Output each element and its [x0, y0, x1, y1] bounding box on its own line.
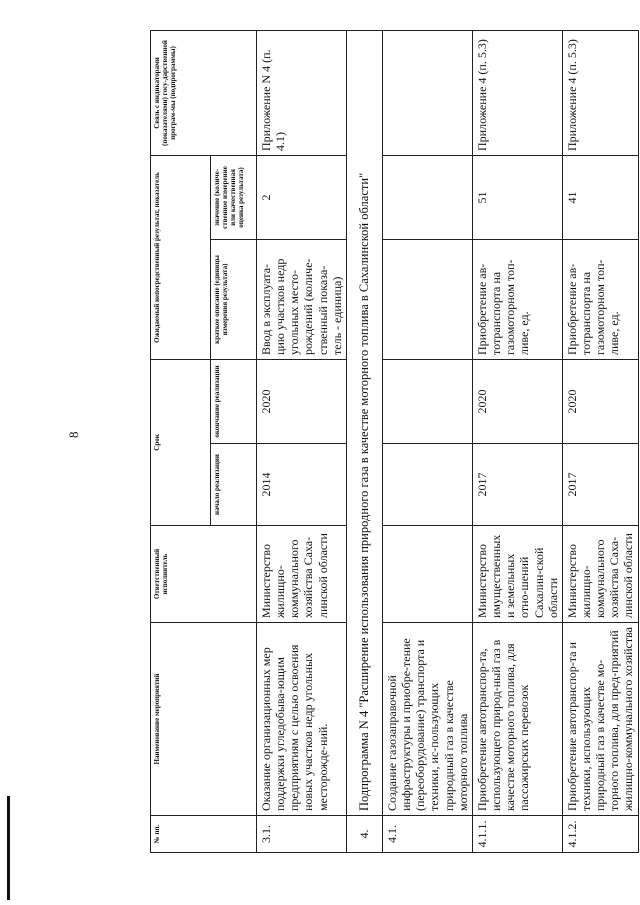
- header-link: Связь с индикаторами (показателями) госу-дарственной програм-мы (подпрограммы): [151, 30, 257, 155]
- row-executor: Министерство имущественных и земельных отно-шений Сахалин-ской области: [472, 526, 562, 623]
- header-result-desc: краткое описание (единицы измерения результата): [211, 239, 257, 359]
- header-term-start: начало реализации: [211, 444, 257, 526]
- row-num: 4.1.2.: [562, 816, 638, 853]
- row-end: 2020: [562, 359, 638, 443]
- row-result-desc: Приобретение ав-тотранспорта на газомоторном топ-ливе, ед.: [472, 239, 562, 359]
- rotated-table-wrapper: [150, 31, 636, 853]
- header-row-1: [151, 30, 211, 852]
- header-term: Срок: [151, 359, 211, 525]
- measures-table: [150, 30, 639, 853]
- header-executor: Ответственный исполнитель: [151, 526, 257, 623]
- row-num: 4.1.1.: [472, 816, 562, 853]
- scan-edge-mark: [7, 796, 10, 900]
- row-end: [382, 359, 472, 443]
- row-result-desc: [382, 239, 472, 359]
- header-name: Наименование мероприятий: [151, 623, 257, 816]
- table-row: [472, 30, 562, 852]
- page-number: 8: [66, 431, 81, 438]
- row-name: Оказание организационных мер поддержки угледобыва-ющим предприятиям с целью освоения новых участков недр угольных месторожде-ний.: [257, 623, 347, 816]
- row-result-desc: Ввод в эксплуата-цию участков недр угольных место-рождений (количе-ственный показа-тель - единица): [257, 239, 347, 359]
- row-start: [382, 444, 472, 526]
- row-start: 2014: [257, 444, 347, 526]
- row-name: Приобретение автотранспор-та и техники, использующих природный газ в качестве мо-торного топлива, для пред-приятий жилищно-коммунального хозяйства: [562, 623, 638, 816]
- row-name: Приобретение автотранспор-та, использующего природ-ный газ в качестве моторного топлива, для пассажирских перевозок: [472, 623, 562, 816]
- row-end: 2020: [472, 359, 562, 443]
- row-link: Приложение 4 (п. 5.3): [472, 30, 562, 155]
- row-result-value: 2: [257, 155, 347, 239]
- row-end: 2020: [257, 359, 347, 443]
- table-row: [382, 30, 472, 852]
- row-result-value: [382, 155, 472, 239]
- header-result-value: значение (количе-ственное измерение или качественная оценка результата): [211, 155, 257, 239]
- row-num: 3.1.: [257, 816, 347, 853]
- header-term-end: окончание реализации: [211, 359, 257, 443]
- row-executor: [382, 526, 472, 623]
- row-executor: Министерство жилищно-коммунального хозяйства Саха-линской области: [562, 526, 638, 623]
- row-executor: Министерство жилищно-коммунального хозяйства Саха-линской области: [257, 526, 347, 623]
- row-link: [382, 30, 472, 155]
- header-num: № пп.: [151, 816, 257, 853]
- section-row: [346, 30, 382, 852]
- row-result-value: 51: [472, 155, 562, 239]
- header-result: Ожидаемый непосредственный результат, показатель: [151, 155, 211, 359]
- row-start: 2017: [562, 444, 638, 526]
- row-name: Создание газозаправочной инфраструктуры и приобре-тение (переоборудование) транспорта и техники, ис-пользующих природный газ в качестве моторного топлива: [382, 623, 472, 816]
- row-result-desc: Приобретение ав-тотранспорта на газомоторном топ-ливе, ед.: [562, 239, 638, 359]
- section-num: 4.: [346, 816, 382, 853]
- section-title: Подпрограмма N 4 "Расширение использования природного газа в качестве моторного топлива в Сахалинской области": [346, 30, 382, 815]
- row-link: Приложение N 4 (п. 4.1): [257, 30, 347, 155]
- row-result-value: 41: [562, 155, 638, 239]
- row-link: Приложение 4 (п. 5.3): [562, 30, 638, 155]
- table-row: [562, 30, 638, 852]
- table-row: [257, 30, 347, 852]
- row-start: 2017: [472, 444, 562, 526]
- row-num: 4.1.: [382, 816, 472, 853]
